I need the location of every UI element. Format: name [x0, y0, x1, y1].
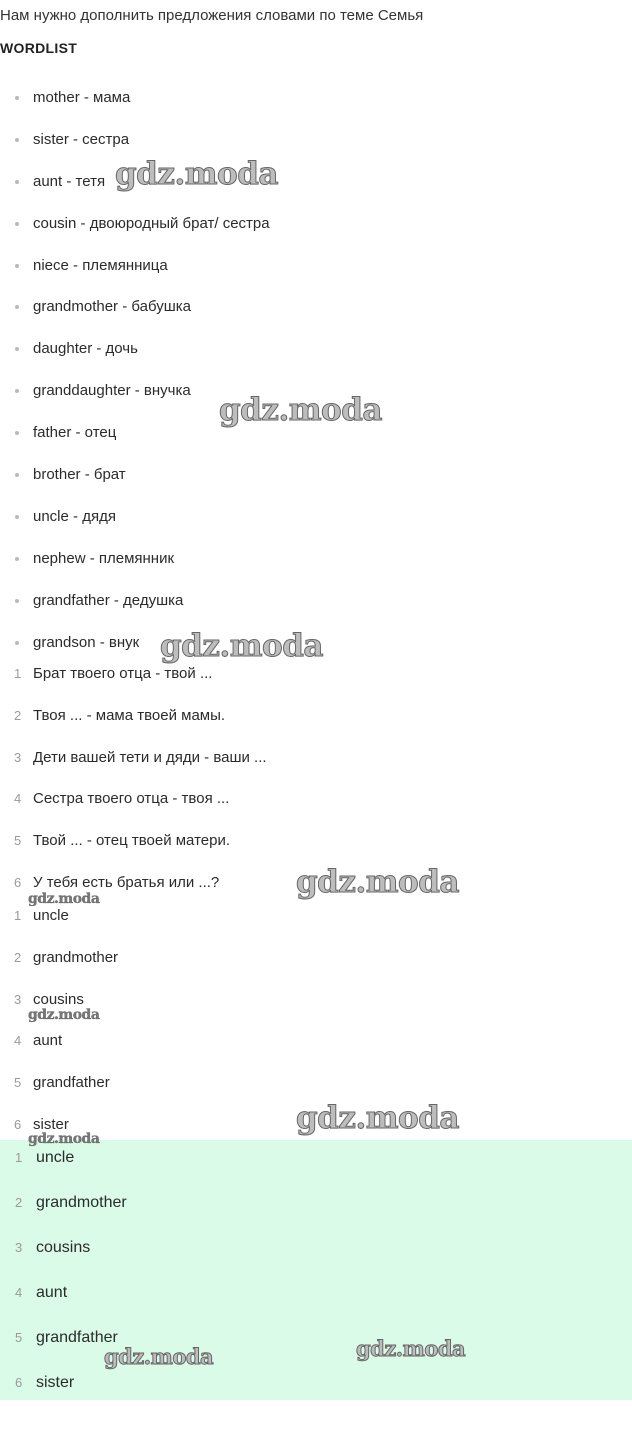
list-item: uncle - дядя: [0, 507, 632, 549]
exercise-item: 6 У тебя есть братья или ...?: [14, 873, 220, 891]
wordlist-heading: WORDLIST: [0, 40, 78, 56]
watermark-logo: gdz.moda: [296, 864, 459, 900]
answer-item: 1 uncle: [14, 907, 69, 924]
bullet-icon: [15, 222, 19, 226]
answer-box-list: [0, 1148, 632, 1418]
watermark-logo: gdz.moda: [104, 1344, 214, 1369]
bullet-icon: [15, 641, 19, 645]
answer-item: 5 grandfather: [14, 1074, 110, 1092]
watermark-logo: gdz.moda: [28, 1007, 100, 1023]
watermark-logo: gdz.moda: [160, 628, 323, 664]
list-item: grandfather - дедушка: [0, 591, 632, 633]
bullet-icon: [15, 305, 19, 309]
answer-item: 2 grandmother: [14, 948, 119, 966]
list-item: sister - сестра: [0, 130, 632, 172]
bullet-icon: [15, 599, 19, 603]
intro-text: Нам нужно дополнить предложения словами по теме Семья: [0, 7, 424, 24]
bullet-icon: [15, 96, 19, 100]
bullet-icon: [15, 473, 19, 477]
answer-box: [0, 1140, 632, 1400]
answer-box-item: 3 cousins: [15, 1239, 91, 1256]
list-item: father - отец: [0, 423, 632, 465]
bullet-icon: [15, 389, 19, 393]
answer-box-item: 2 grandmother: [15, 1194, 127, 1211]
wordlist: [0, 88, 632, 674]
answers-list: [0, 906, 632, 1157]
list-item: brother - брат: [0, 465, 632, 507]
exercise-item: 4 Сестра твоего отца - твоя ...: [14, 790, 230, 808]
bullet-icon: [15, 557, 19, 561]
answer-item: 6 sister: [14, 1115, 69, 1133]
bullet-icon: [15, 347, 19, 351]
answer-box-item: 1 uncle: [15, 1149, 75, 1166]
watermark-logo: gdz.moda: [115, 156, 278, 192]
list-item: nephew - племянник: [0, 549, 632, 591]
answer-item: 3 cousins: [14, 990, 84, 1008]
list-item: grandmother - бабушка: [0, 297, 632, 339]
list-item: grandson - внук: [0, 633, 632, 675]
exercise-list: [0, 664, 632, 915]
answer-box-item: 4 aunt: [15, 1284, 68, 1301]
bullet-icon: [15, 138, 19, 142]
watermark-logo: gdz.moda: [219, 392, 382, 428]
list-item: cousin - двоюродный брат/ сестра: [0, 214, 632, 256]
bullet-icon: [15, 431, 19, 435]
bullet-icon: [15, 515, 19, 519]
watermark-logo: gdz.moda: [356, 1336, 466, 1361]
answer-item: 4 aunt: [14, 1032, 63, 1050]
list-item: granddaughter - внучка: [0, 381, 632, 423]
watermark-logo: gdz.moda: [296, 1100, 459, 1136]
list-item: niece - племянница: [0, 256, 632, 298]
bullet-icon: [15, 180, 19, 184]
watermark-logo: gdz.moda: [28, 1131, 100, 1147]
watermark-logo: gdz.moda: [28, 891, 100, 907]
bullet-icon: [15, 264, 19, 268]
exercise-item: 2 Твоя ... - мама твоей мамы.: [14, 706, 226, 724]
list-item: daughter - дочь: [0, 339, 632, 381]
exercise-item: 5 Твой ... - отец твоей матери.: [14, 832, 230, 850]
answer-box-item: 6 sister: [15, 1374, 75, 1391]
exercise-item: 3 Дети вашей тети и дяди - ваши ...: [14, 748, 267, 766]
answer-box-item: 5 grandfather: [15, 1329, 118, 1346]
list-item: aunt - тетя: [0, 172, 632, 214]
list-item: mother - мама: [0, 88, 632, 130]
exercise-item: 1 Брат твоего отца - твой ...: [14, 665, 213, 682]
